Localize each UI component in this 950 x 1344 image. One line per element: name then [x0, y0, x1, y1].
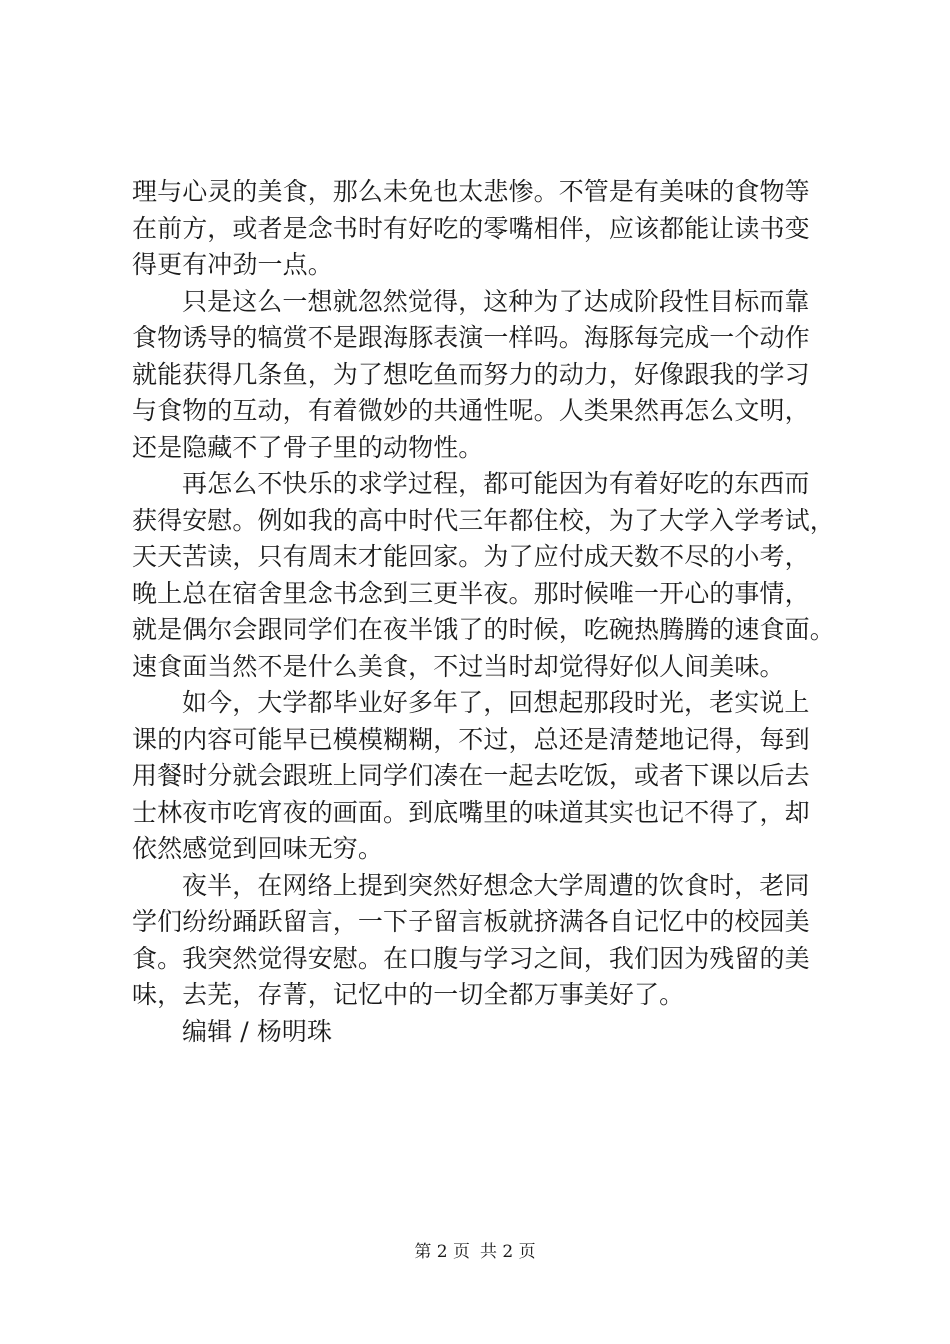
article-lines — [132, 174, 835, 1014]
text-line: 夜半，在网络上提到突然好想念大学周遭的饮食时，老同 — [182, 870, 810, 900]
text-line: 得更有冲劲一点。 — [132, 250, 333, 279]
text-line: 只是这么一想就忽然觉得，这种为了达成阶段性目标而靠 — [182, 286, 810, 316]
text-line: 如今，大学都毕业好多年了，回想起那段时光，老实说上 — [182, 688, 810, 717]
text-line: 速食面当然不是什么美食，不过当时却觉得好似人间美味。 — [132, 651, 785, 681]
text-line: 再怎么不快乐的求学过程，都可能因为有着好吃的东西而 — [182, 469, 810, 498]
page-number: 第 2 页 — [414, 1242, 470, 1262]
text-line: 就是偶尔会跟同学们在夜半饿了的时候，吃碗热腾腾的速食面。 — [132, 615, 835, 644]
text-line: 用餐时分就会跟班上同学们凑在一起去吃饭，或者下课以后去 — [132, 761, 810, 790]
text-line: 还是隐藏不了骨子里的动物性。 — [132, 432, 484, 462]
text-line: 获得安慰。例如我的高中时代三年都住校，为了大学入学考试， — [132, 505, 835, 535]
text-line: 学们纷纷踊跃留言，一下子留言板就挤满各自记忆中的校园美 — [132, 907, 810, 936]
editor-credit: 编辑 / 杨明珠 — [182, 1016, 333, 1046]
text-line: 食。我突然觉得安慰。在口腹与学习之间，我们因为残留的美 — [132, 943, 810, 973]
text-line: 课的内容可能早已模模糊糊，不过，总还是清楚地记得，每到 — [132, 724, 810, 754]
text-line: 天天苦读，只有周末才能回家。为了应付成天数不尽的小考， — [132, 542, 810, 571]
text-line: 理与心灵的美食，那么未免也太悲惨。不管是有美味的食物等 — [132, 177, 810, 206]
article-body — [132, 174, 835, 1050]
text-line: 在前方，或者是念书时有好吃的零嘴相伴，应该都能让读书变 — [132, 213, 810, 243]
page-total: 共 2 页 — [480, 1242, 536, 1262]
text-line: 味，去芜，存菁，记忆中的一切全都万事美好了。 — [132, 980, 685, 1009]
page-footer — [0, 1240, 950, 1264]
text-line: 依然感觉到回味无穷。 — [132, 834, 384, 863]
text-line: 食物诱导的犒赏不是跟海豚表演一样吗。海豚每完成一个动作 — [132, 323, 810, 352]
text-line: 与食物的互动，有着微妙的共通性呢。人类果然再怎么文明， — [132, 396, 810, 425]
text-line: 就能获得几条鱼，为了想吃鱼而努力的动力，好像跟我的学习 — [132, 359, 810, 389]
text-line: 晚上总在宿舍里念书念到三更半夜。那时候唯一开心的事情， — [132, 578, 810, 608]
text-line: 士林夜市吃宵夜的画面。到底嘴里的味道其实也记不得了，却 — [132, 797, 810, 827]
